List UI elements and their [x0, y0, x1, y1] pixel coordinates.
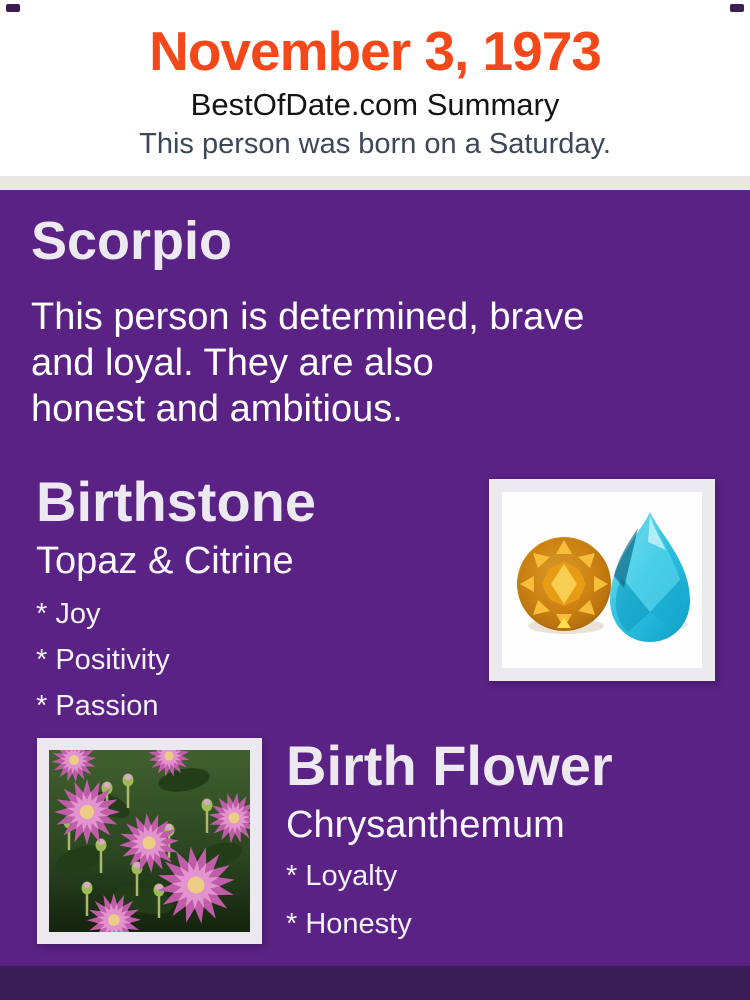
birthstone-trait: * Joy: [36, 598, 101, 630]
corner-accent-right: [730, 4, 744, 12]
zodiac-description: [31, 294, 584, 432]
summary-body: [0, 190, 750, 1000]
header: [0, 0, 750, 176]
birth-flower-trait: * Honesty: [286, 908, 412, 940]
page-title-date: November 3, 1973: [149, 20, 601, 82]
gemstones-image: [502, 492, 702, 668]
site-summary-subtitle: BestOfDate.com Summary: [190, 87, 560, 122]
header-divider: [0, 176, 750, 190]
birthstone-trait: * Positivity: [36, 644, 170, 676]
corner-accent-left: [6, 4, 20, 12]
weekday-born-text: This person was born on a Saturday.: [139, 128, 611, 160]
birthstone-trait-list: [36, 600, 316, 721]
chrysanthemum-image: [49, 750, 250, 932]
birth-flower-heading: Birth Flower: [286, 734, 613, 797]
footer-bar: [0, 966, 750, 1000]
zodiac-sign-heading: Scorpio: [31, 211, 233, 271]
zodiac-description-line: and loyal. They are also: [31, 342, 434, 384]
zodiac-description-line: honest and ambitious.: [31, 388, 403, 430]
birthstone-names: Topaz & Citrine: [36, 540, 294, 582]
birth-flower-trait: * Loyalty: [286, 860, 398, 892]
birth-flower-section: [286, 734, 613, 958]
birth-flower-photo: [37, 738, 262, 944]
birthstone-photo: [489, 479, 715, 681]
birthstone-heading: Birthstone: [36, 470, 316, 533]
birth-flower-name: Chrysanthemum: [286, 804, 565, 846]
birth-flower-trait-list: [286, 862, 613, 939]
zodiac-description-line: This person is determined, brave: [31, 296, 585, 338]
birthstone-trait: * Passion: [36, 690, 159, 722]
birthstone-section: [36, 470, 316, 738]
